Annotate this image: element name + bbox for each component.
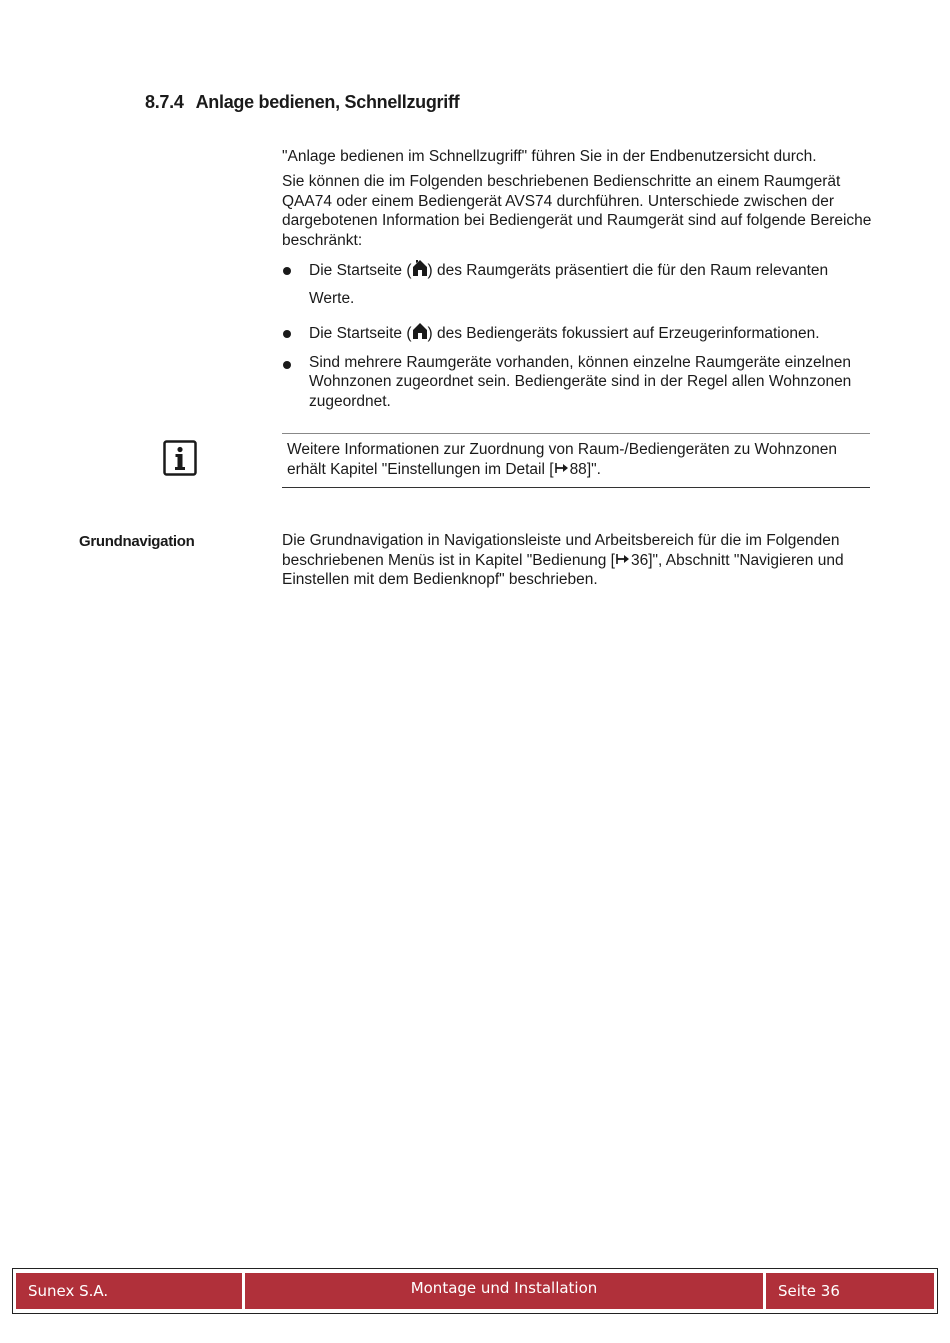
note-text-after: ]". (586, 460, 601, 478)
intro-paragraph-1: "Anlage bedienen im Schnellzugriff" führen Sie in der Endbenutzersicht durch. (282, 148, 817, 165)
note-text-before: Weitere Informationen zur Zuordnung von Raum-/Bediengeräten zu Wohnzonen erhält Kapitel "Einstellungen im Detail [ (287, 441, 838, 478)
footer-company: Sunex S.A. (16, 1273, 242, 1309)
info-icon (163, 440, 197, 476)
list-item (282, 322, 872, 344)
intro-paragraph-2: Sie können die im Folgenden beschriebenen Bedienschritte an einem Raumgerät QAA74 oder einem Bediengerät AVS74 durchführen. Unterschiede zwischen der dargebotenen Information bei Bediengerät und Raumgerät sind auf folgende Bereiche beschränkt: (282, 173, 872, 249)
arrow-right-icon (554, 461, 570, 475)
bullet-text-before: Die Startseite ( (309, 325, 412, 342)
list-item (282, 257, 872, 313)
info-note-text (287, 440, 867, 479)
grundnav-text-before: Die Grundnavigation in Navigationsleiste und Arbeitsbereich für die im Folgenden beschriebenen Menüs ist in Kapitel "Bedienung [ (282, 532, 840, 569)
footer-page-number: Seite 36 (766, 1273, 934, 1309)
home-icon (412, 259, 428, 277)
note-page-ref[interactable]: 88 (569, 460, 587, 478)
margin-label-grundnavigation: Grundnavigation (79, 533, 195, 550)
section-title: Anlage bedienen, Schnellzugriff (195, 92, 460, 112)
home-icon (412, 322, 428, 340)
section-number: 8.7.4 (145, 92, 184, 112)
arrow-right-icon (615, 552, 631, 566)
footer-title: Montage und Installation (245, 1273, 763, 1309)
grundnavigation-paragraph (282, 531, 872, 590)
bullet-text-after: ) des Bediengeräts fokussiert auf Erzeugerinformationen. (427, 325, 820, 342)
grundnav-page-ref[interactable]: 36 (630, 551, 649, 569)
bullet-text-after: ) des Raumgeräts präsentiert die für den Raum relevanten Werte. (309, 262, 829, 307)
section-heading (145, 92, 459, 113)
bullet-text-before: Die Startseite ( (309, 262, 412, 279)
grundnav-text-after: ]", Abschnitt "Navigieren und Einstellen mit dem Bedienknopf" beschrieben. (282, 551, 844, 588)
page-footer (12, 1268, 938, 1314)
info-note-box (282, 433, 870, 488)
bullet-list (282, 257, 872, 420)
list-item: Sind mehrere Raumgeräte vorhanden, können einzelne Raumgeräte einzelnen Wohnzonen zugeordnet sein. Bediengeräte sind in der Regel allen Wohnzonen zugeordnet. (282, 353, 872, 412)
